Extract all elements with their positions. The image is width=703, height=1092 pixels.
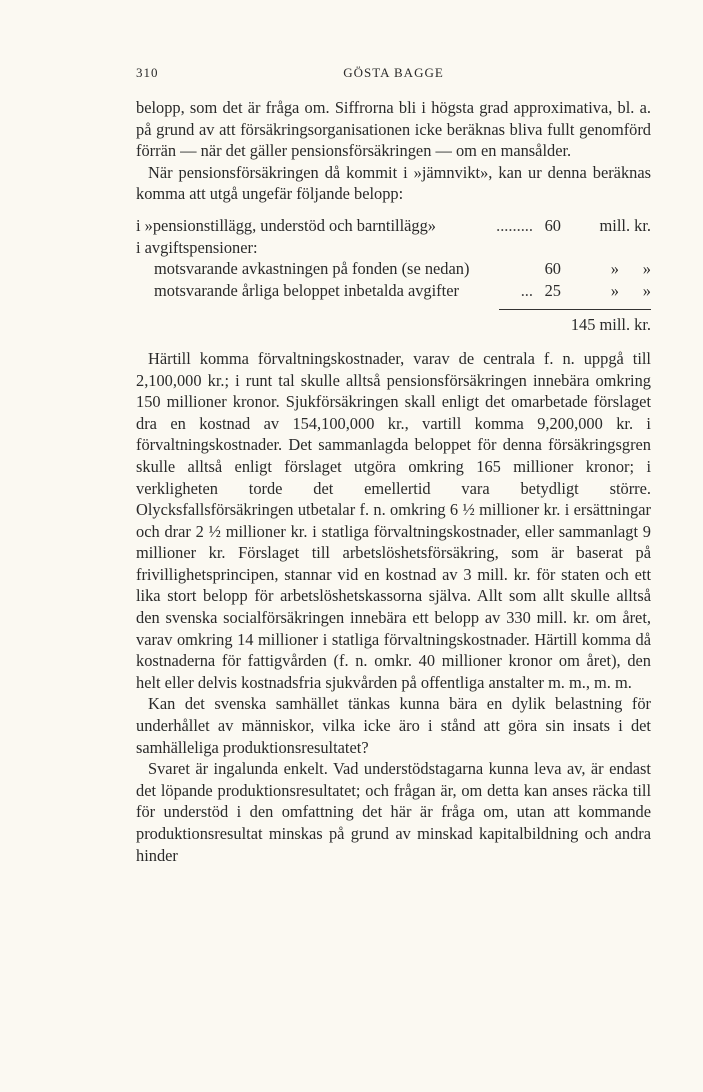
ledger-row [136,237,651,259]
paragraph: När pensionsförsäkringen då kommit i »jämnvikt», kan ur denna beräknas komma att utgå ungefär följande belopp: [136,162,651,204]
paragraph: Svaret är ingalunda enkelt. Vad understödstagarna kunna leva av, är endast det löpande produktionsresultatet; och frågan är, om detta kan anses räcka till för understöd i den omfattning det här är fråga om, utan att kommande produktionsresultat minskas på grund av minskad kapitalbildning och andra hinder [136,759,651,865]
paragraph: belopp, som det är fråga om. Siffrorna bli i högsta grad approximativa, bl. a. på grund av att försäkringsorganisationen icke beräknas bliva fullt genomförd förrän — när det gäller pensionsförsäkringen — om en mansålder. [136,98,651,161]
paragraph: Kan det svenska samhället tänkas kunna bära en dylik belastning för underhållet av människor, vilka icke äro i stånd att göra sin insats i det samhälleliga produktionsresultatet? [136,694,651,757]
ledger-unit: mill. kr. [599,215,651,235]
page-number: 310 [136,65,159,80]
page-header [136,65,651,85]
ditto-mark: » [610,280,619,300]
ledger-amount: 60 [544,259,561,279]
running-title: GÖSTA BAGGE [343,65,444,80]
sum-rule [499,309,651,310]
ledger-label: motsvarande årliga beloppet inbetalda avgifter [154,280,459,300]
page-body [136,97,651,866]
ledger-row [136,258,651,280]
leader-dots: ......... [496,215,533,235]
paragraph: Härtill komma förvaltningskostnader, varav de centrala f. n. uppgå till 2,100,000 kr.; i runt tal skulle alltså pensionsförsäkringen innebära omkring 150 millioner kronor. Sjukförsäkringen skall enligt det omarbetade förslaget dra en kostnad av 154,100,000 kr., vartill komma 9,200,000 kr. i förvaltningskostnader. Det sammanlagda beloppet för denna försäkringsgren skulle alltså enligt förslaget utgöra omkring 165 millioner kronor; i verkligheten torde det emellertid vara betydligt större. Olycksfallsförsäkringen utbetalar f. n. omkring 6 ½ millioner kr. i ersättningar och drar 2 ½ millioner kr. i statliga förvaltningskostnader, eller sammanlagt 9 millioner kr. Förslaget till arbetslöshetsförsäkring, som är baserat på frivillighetsprincipen, stannar vid en kostnad av 3 mill. kr. för staten och ett lika stort belopp för arbetslöshetskassorna själva. Allt som allt skulle alltså den svenska socialförsäkringen innebära ett belopp av 330 mill. kr. om året, varav omkring 14 millioner i statliga förvaltningskostnader. Härtill komma då kostnaderna för fattigvården (f. n. omkr. 40 millioner kronor om året), den helt eller delvis kostnadsfria sjukvården på offentliga anstalter m. m., m. m. [136,348,651,692]
ledger-total: 145 mill. kr. [570,315,651,335]
ledger-label: i avgiftspensioner: [136,237,258,257]
ledger-row [136,215,651,237]
leader-dots: ... [520,280,533,300]
ditto-mark: » [642,259,651,279]
ledger-label: motsvarande avkastningen på fonden (se nedan) [154,259,470,279]
ledger-amount: 60 [544,215,561,235]
ditto-mark: » [610,259,619,279]
ledger-row [136,280,651,302]
cost-ledger [136,215,651,336]
ledger-label: i »pensionstillägg, understöd och barntillägg» [136,215,436,235]
ditto-mark: » [642,280,651,300]
ledger-amount: 25 [544,280,561,300]
